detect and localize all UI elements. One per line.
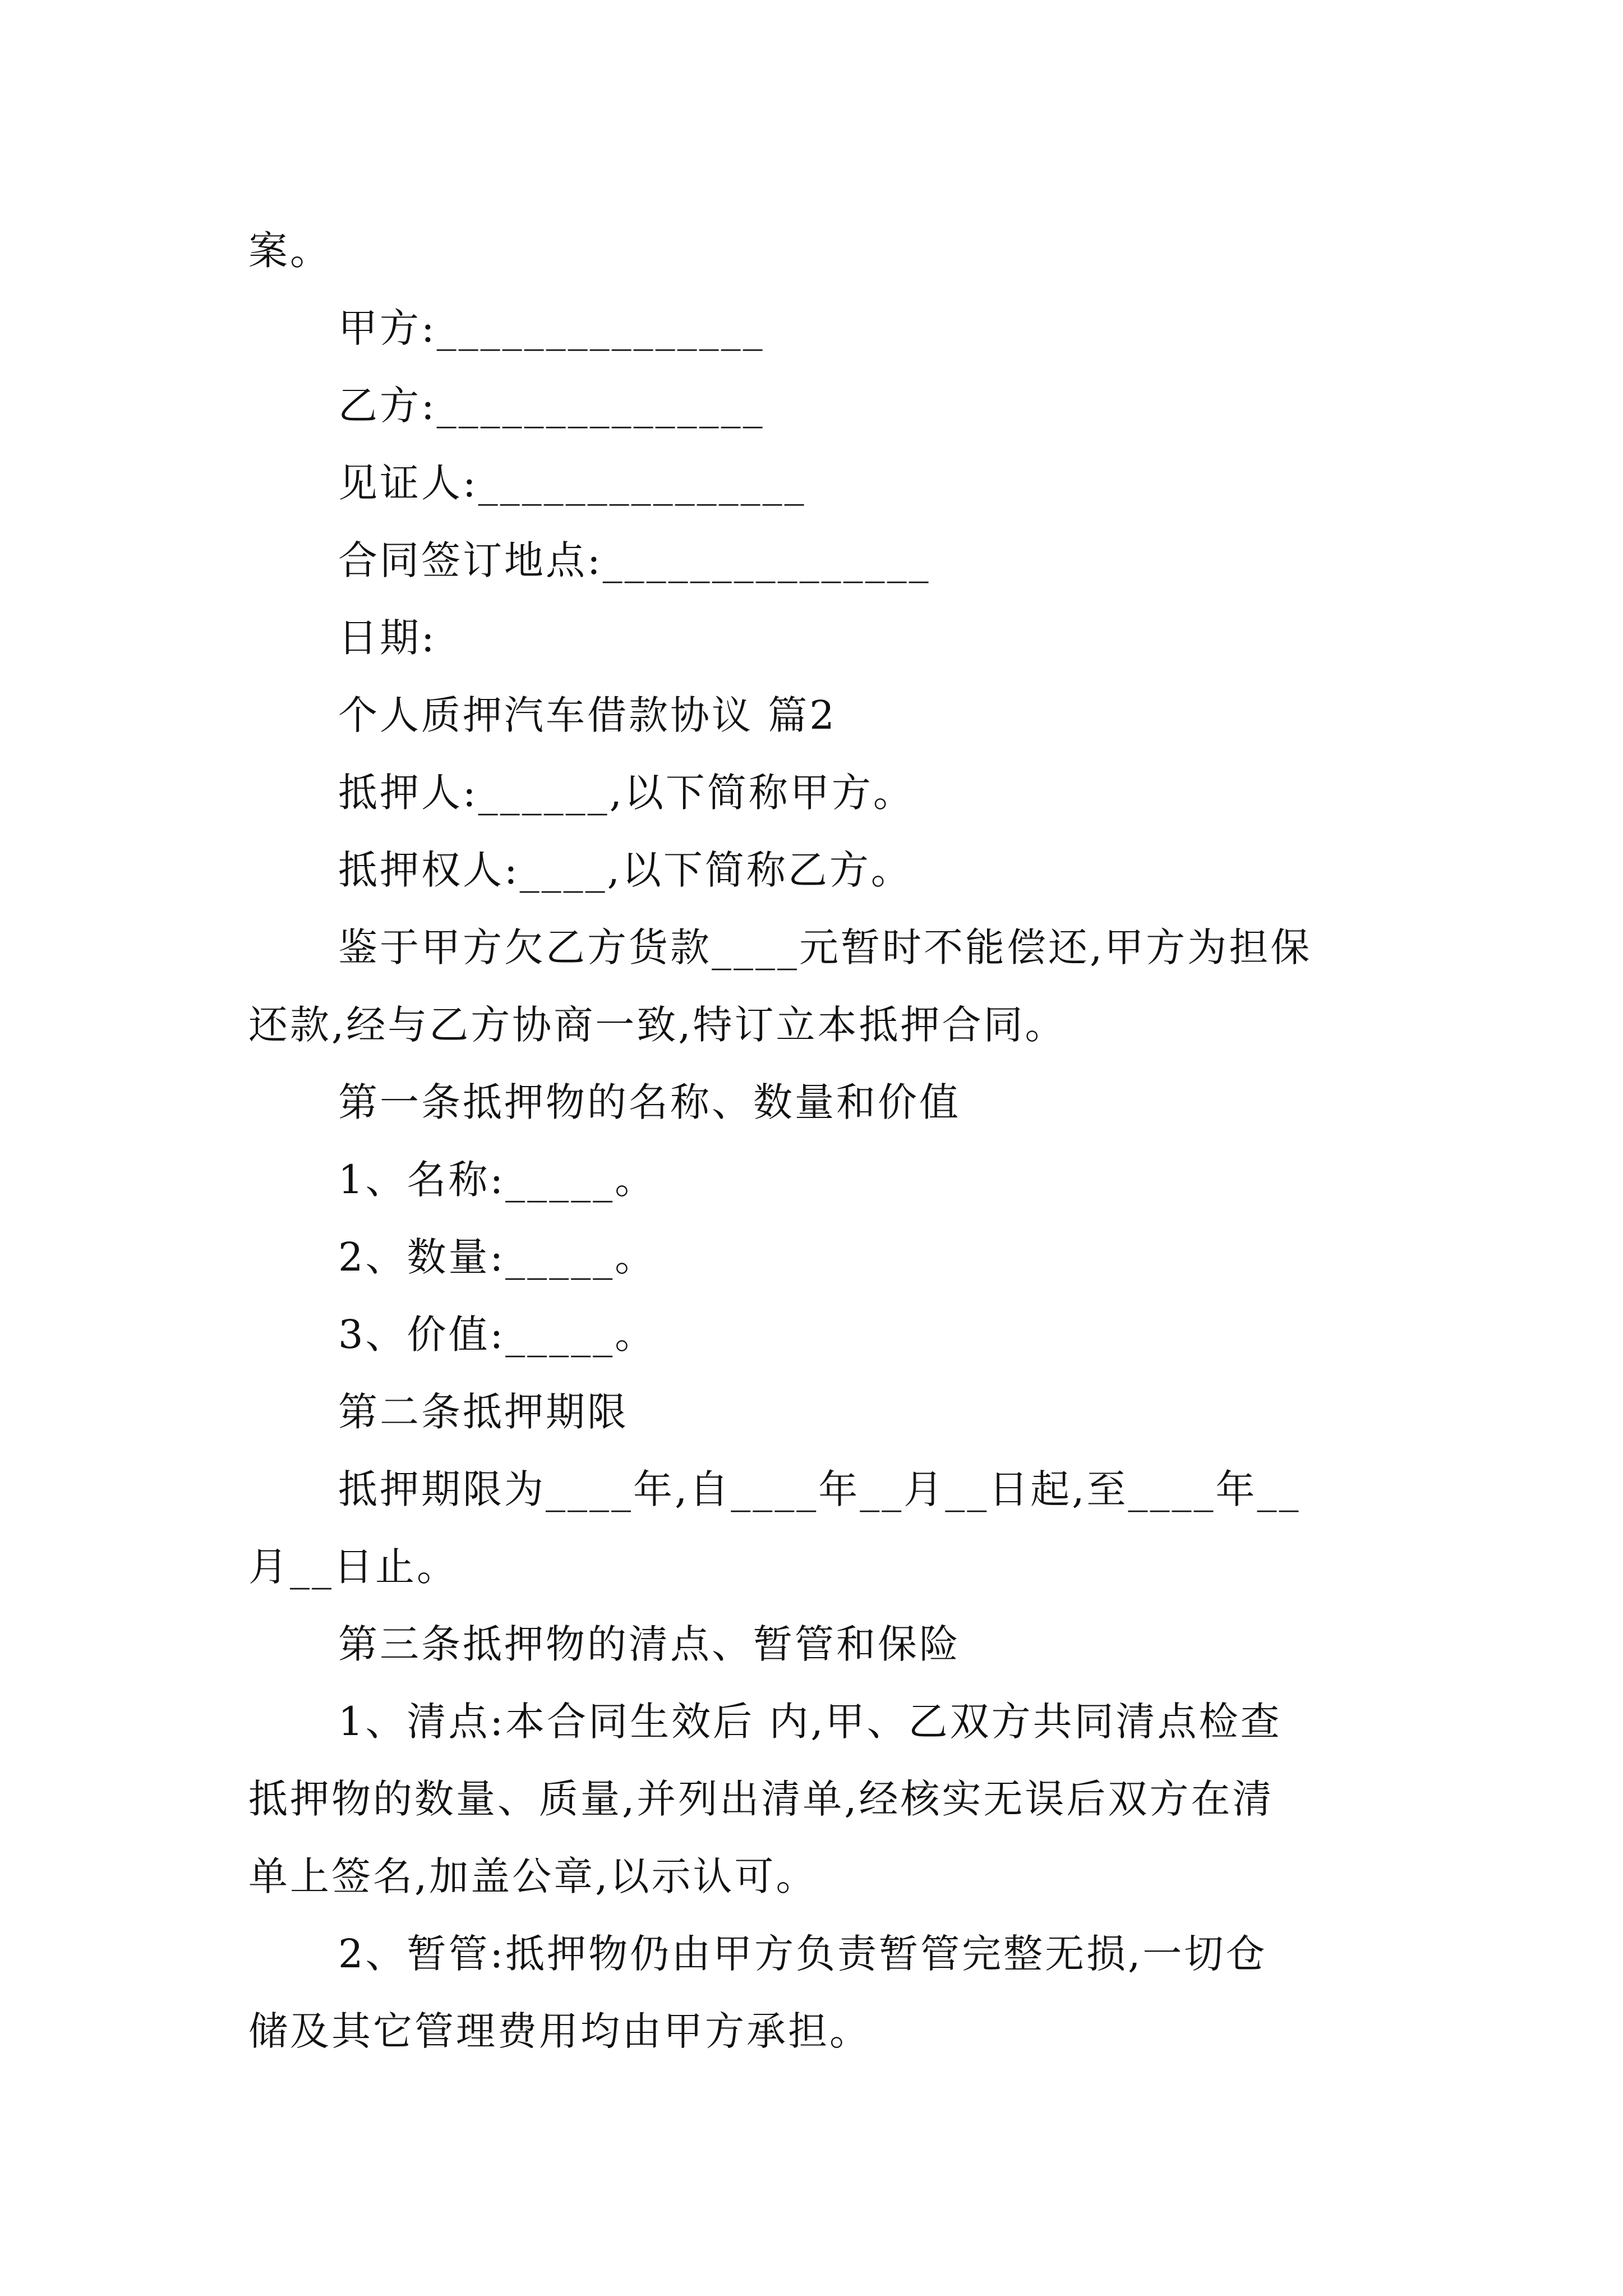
text-line: 鉴于甲方欠乙方货款____元暂时不能偿还,甲方为担保 xyxy=(338,924,1312,970)
text-line: 1、清点:本合同生效后 内,甲、乙双方共同清点检查 xyxy=(338,1699,1282,1745)
text-line: 甲方:_______________ xyxy=(338,305,765,351)
text-line: 2、数量:_____。 xyxy=(338,1234,657,1280)
text-line: 抵押人:______,以下简称甲方。 xyxy=(338,770,915,816)
text-line: 1、名称:_____。 xyxy=(338,1157,657,1203)
text-line: 日期: xyxy=(338,615,437,661)
text-line: 合同签订地点:_______________ xyxy=(338,537,931,583)
text-line: 案。 xyxy=(248,228,331,274)
text-line: 见证人:_______________ xyxy=(338,460,806,506)
article-heading: 第三条抵押物的清点、暂管和保险 xyxy=(338,1621,961,1667)
text-line: 抵押物的数量、质量,并列出清单,经核实无误后双方在清 xyxy=(248,1776,1274,1822)
text-line: 还款,经与乙方协商一致,特订立本抵押合同。 xyxy=(248,1002,1067,1048)
text-line: 抵押权人:____,以下简称乙方。 xyxy=(338,847,912,893)
article-heading: 第一条抵押物的名称、数量和价值 xyxy=(338,1079,961,1125)
section-title: 个人质押汽车借款协议 篇2 xyxy=(338,692,837,738)
text-line: 3、价值:_____。 xyxy=(338,1312,657,1358)
text-line: 乙方:_______________ xyxy=(338,383,765,429)
article-heading: 第二条抵押期限 xyxy=(338,1389,629,1435)
text-line: 2、暂管:抵押物仍由甲方负责暂管完整无损,一切仓 xyxy=(338,1931,1267,1977)
document-body xyxy=(248,212,1393,2070)
text-line: 单上签名,加盖公章,以示认可。 xyxy=(248,1853,818,1899)
text-line: 抵押期限为____年,自____年__月__日起,至____年__ xyxy=(338,1466,1301,1512)
text-line: 储及其它管理费用均由甲方承担。 xyxy=(248,2008,871,2054)
text-line: 月__日止。 xyxy=(248,1544,458,1590)
